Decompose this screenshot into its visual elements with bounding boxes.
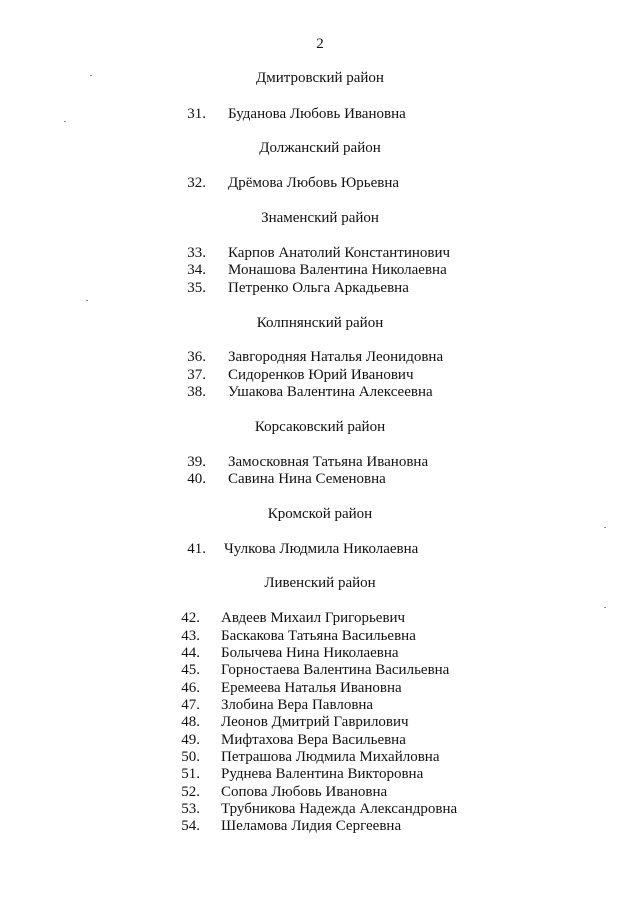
entry-name: Баскакова Татьяна Васильевна — [221, 628, 416, 644]
scan-speck — [604, 527, 606, 528]
entry-name: Злобина Вера Павловна — [221, 697, 374, 713]
entry-number: 38. — [187, 384, 206, 400]
entry-number: 48. — [181, 714, 200, 730]
entry-name: Дрёмова Любовь Юрьевна — [228, 175, 400, 191]
entry-number: 53. — [181, 801, 200, 817]
entry-name: Шеламова Лидия Сергеевна — [221, 818, 402, 834]
entry-number: 37. — [187, 367, 206, 383]
entry-number: 44. — [181, 645, 200, 661]
entry-number: 35. — [187, 280, 206, 296]
entry-name: Монашова Валентина Николаевна — [228, 262, 447, 278]
entry-number: 45. — [181, 662, 200, 678]
entry-number: 52. — [181, 784, 200, 800]
entry-name: Мифтахова Вера Васильевна — [221, 732, 406, 748]
entry-number: 54. — [181, 818, 200, 834]
entry-number: 43. — [181, 628, 200, 644]
entry-number: 46. — [181, 680, 200, 696]
entry-number: 36. — [187, 349, 206, 365]
district-heading: Дмитровский район — [256, 70, 384, 86]
district-heading: Ливенский район — [264, 575, 376, 591]
entry-name: Сопова Любовь Ивановна — [221, 784, 388, 800]
entry-number: 31. — [187, 106, 206, 122]
entry-number: 41. — [187, 541, 206, 557]
entry-name: Болычева Нина Николаевна — [221, 645, 399, 661]
entry-number: 34. — [187, 262, 206, 278]
district-heading: Кромской район — [267, 506, 373, 522]
district-heading: Корсаковский район — [254, 419, 386, 435]
entry-name: Авдеев Михаил Григорьевич — [221, 610, 406, 626]
district-heading: Должанский район — [259, 140, 381, 156]
entry-number: 50. — [181, 749, 200, 765]
entry-name: Карпов Анатолий Константинович — [228, 245, 451, 261]
entry-number: 39. — [187, 454, 206, 470]
entry-number: 47. — [181, 697, 200, 713]
entry-name: Петренко Ольга Аркадьевна — [228, 280, 409, 296]
entry-name: Леонов Дмитрий Гаврилович — [221, 714, 409, 730]
scan-speck — [86, 300, 88, 301]
entry-name: Петрашова Людмила Михайловна — [221, 749, 440, 765]
entry-name: Савина Нина Семеновна — [228, 471, 386, 487]
entry-name: Еремеева Наталья Ивановна — [221, 680, 402, 696]
entry-name: Завгородняя Наталья Леонидовна — [228, 349, 444, 365]
entry-name: Сидоренков Юрий Иванович — [228, 367, 414, 383]
entry-number: 40. — [187, 471, 206, 487]
scan-speck — [64, 121, 66, 122]
entry-number: 51. — [181, 766, 200, 782]
entry-name: Трубникова Надежда Александровна — [221, 801, 458, 817]
entry-number: 33. — [187, 245, 206, 261]
district-heading: Колпнянский район — [256, 315, 384, 331]
district-heading: Знаменский район — [261, 210, 379, 226]
entry-name: Горностаева Валентина Васильевна — [221, 662, 450, 678]
entry-number: 32. — [187, 175, 206, 191]
page-number: 2 — [316, 36, 324, 52]
entry-name: Руднева Валентина Викторовна — [221, 766, 424, 782]
entry-number: 49. — [181, 732, 200, 748]
entry-name: Буданова Любовь Ивановна — [228, 106, 406, 122]
entry-name: Замосковная Татьяна Ивановна — [228, 454, 429, 470]
entry-name: Ушакова Валентина Алексеевна — [228, 384, 433, 400]
entry-number: 42. — [181, 610, 200, 626]
entry-name: Чулкова Людмила Николаевна — [224, 541, 419, 557]
scan-speck — [90, 75, 92, 76]
scan-speck — [604, 607, 606, 608]
